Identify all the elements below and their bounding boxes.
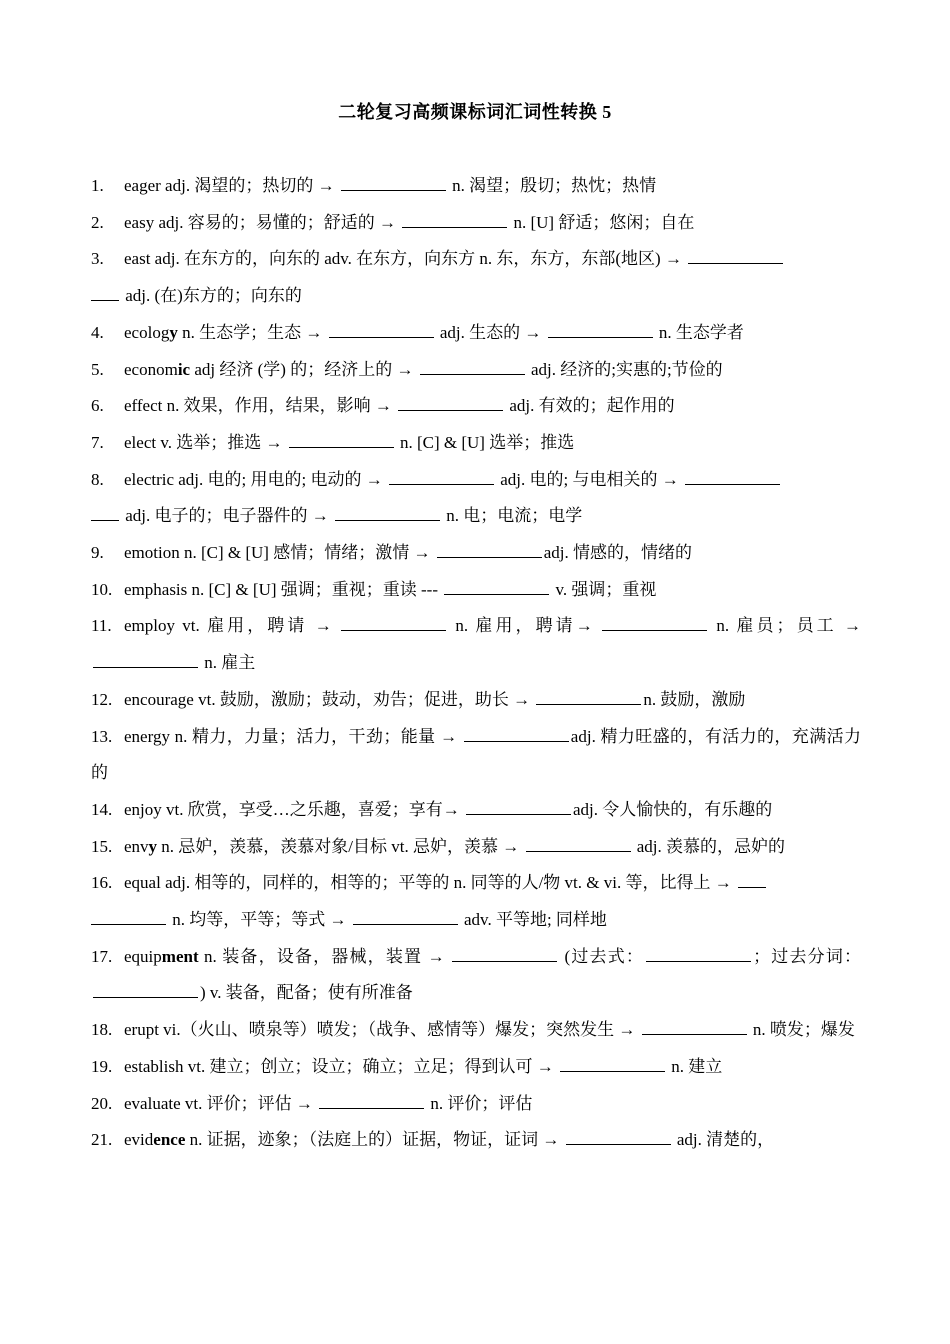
item-text: n. 评价；评估	[426, 1093, 533, 1113]
item-number: 7.	[91, 432, 104, 452]
item-text: n. 雇员；员工 →	[709, 616, 862, 636]
item-text: n. 证据，迹象；（法庭上的）证据，物证，证词 →	[185, 1130, 564, 1150]
item-text: adj. 经济的;实惠的;节俭的	[526, 359, 723, 379]
item-text: env	[124, 836, 149, 856]
item-number: 15.	[91, 836, 113, 856]
item-text: adj. 有效的；起作用的	[505, 396, 675, 416]
answer-blank[interactable]	[353, 910, 458, 925]
item-text-bold: ment	[161, 946, 199, 966]
answer-blank-continuation[interactable]	[91, 506, 119, 521]
answer-blank[interactable]	[341, 616, 446, 631]
item-text: easy adj. 容易的；易懂的；舒适的 →	[124, 212, 401, 232]
item-number: 6.	[91, 396, 104, 416]
answer-blank[interactable]	[685, 470, 780, 485]
item-number: 13.	[91, 726, 113, 746]
item-text: n. 忌妒，羡慕，羡慕对象/目标 vt. 忌妒，羡慕 →	[157, 836, 524, 856]
item-text: evaluate vt. 评价；评估 →	[124, 1093, 318, 1113]
list-item	[91, 205, 861, 242]
list-item	[91, 1049, 861, 1086]
item-number: 4.	[91, 322, 104, 342]
page-title: 二轮复习高频课标词汇词性转换 5	[338, 102, 612, 122]
item-text-bold: y	[169, 322, 178, 342]
answer-blank[interactable]	[464, 727, 569, 742]
list-item	[91, 608, 861, 681]
item-text: east adj. 在东方的，向东的 adv. 在东方，向东方 n. 东，东方，东部(地区) →	[124, 249, 687, 269]
item-text: adj. 清楚的，	[672, 1130, 775, 1150]
answer-blank[interactable]	[466, 800, 571, 815]
answer-blank[interactable]	[566, 1130, 671, 1145]
list-item	[91, 352, 861, 389]
item-text: erupt vi.（火山、喷泉等）喷发；（战争、感情等）爆发；突然发生 →	[124, 1020, 640, 1040]
item-number: 21.	[91, 1130, 113, 1150]
answer-blank[interactable]	[646, 947, 751, 962]
list-item	[91, 1086, 861, 1123]
list-item	[91, 572, 861, 609]
list-item	[91, 241, 861, 314]
item-text: n. 雇用，聘请→	[448, 616, 601, 636]
answer-blank[interactable]	[526, 837, 631, 852]
item-text: n. 生态学者	[654, 322, 744, 342]
answer-blank[interactable]	[402, 213, 507, 228]
item-text: n. 建立	[666, 1056, 723, 1076]
item-text-bold: ic	[177, 359, 191, 379]
item-number: 16.	[91, 873, 113, 893]
item-number: 2.	[91, 212, 104, 232]
item-text: econom	[124, 359, 178, 379]
list-item	[91, 168, 861, 205]
item-text: adj. 令人愉快的，有乐趣的	[573, 799, 773, 819]
item-text: equal adj. 相等的，同样的，相等的；平等的 n. 同等的人/物 vt. & vi. 等，比得上 →	[124, 873, 736, 893]
answer-blank[interactable]	[329, 323, 434, 338]
item-text: adj. 精力旺盛的，有活力的，充满活力的	[91, 726, 861, 783]
item-number: 5.	[91, 359, 104, 379]
answer-blank-continuation[interactable]	[91, 286, 119, 301]
answer-blank[interactable]	[319, 1094, 424, 1109]
item-text: adj 经济 (学) 的；经济上的 →	[190, 359, 418, 379]
item-number: 18.	[91, 1020, 113, 1040]
item-text: ecolog	[124, 322, 170, 342]
item-text: emotion n. [C] & [U] 感情；情绪；激情 →	[124, 543, 435, 563]
answer-blank[interactable]	[93, 983, 198, 998]
item-text: n. [U] 舒适；悠闲；自在	[509, 212, 695, 232]
answer-blank[interactable]	[444, 580, 549, 595]
item-text: ；过去分词：	[753, 946, 862, 966]
list-item	[91, 425, 861, 462]
answer-blank-continuation[interactable]	[91, 910, 166, 925]
item-text: n. 装备，设备，器械，装置 →	[198, 946, 451, 966]
item-text: adj. 情感的，情绪的	[543, 543, 692, 563]
list-item	[91, 462, 861, 535]
answer-blank[interactable]	[341, 176, 446, 191]
list-item	[91, 792, 861, 829]
item-number: 10.	[91, 579, 113, 599]
item-text: evid	[124, 1130, 154, 1150]
list-item	[91, 719, 861, 792]
item-text: ) v. 装备，配备；使有所准备	[200, 983, 413, 1003]
answer-blank[interactable]	[289, 433, 394, 448]
item-text: adj. 电子的；电子器件的 →	[121, 506, 334, 526]
item-text: n. 生态学；生态 →	[177, 322, 327, 342]
vocabulary-list	[91, 168, 861, 1159]
item-number: 20.	[91, 1093, 113, 1113]
list-item	[91, 939, 861, 1012]
item-number: 3.	[91, 249, 104, 269]
item-text: eager adj. 渴望的；热切的 →	[124, 176, 339, 195]
item-number: 19.	[91, 1056, 113, 1076]
list-item	[91, 535, 861, 572]
item-number: 1.	[91, 176, 104, 195]
item-text: enjoy vt. 欣赏，享受…之乐趣，喜爱；享有→	[124, 799, 464, 819]
item-text: equip	[124, 946, 162, 966]
answer-blank[interactable]	[642, 1020, 747, 1035]
item-text: elect v. 选举；推选 →	[124, 432, 287, 452]
answer-blank[interactable]	[602, 616, 707, 631]
answer-blank[interactable]	[398, 396, 503, 411]
answer-blank[interactable]	[389, 470, 494, 485]
item-number: 9.	[91, 543, 104, 563]
answer-blank[interactable]	[93, 653, 198, 668]
list-item	[91, 1012, 861, 1049]
item-text: electric adj. 电的; 用电的; 电动的 →	[124, 469, 387, 489]
list-item	[91, 315, 861, 352]
item-text: n. 电；电流；电学	[442, 506, 583, 526]
item-text: adj. (在)东方的；向东的	[121, 286, 302, 306]
item-text: v. 强调；重视	[551, 579, 657, 599]
item-text: n. 渴望；殷切；热忱；热情	[447, 176, 657, 195]
answer-blank[interactable]	[452, 947, 557, 962]
item-text-bold: y	[148, 836, 158, 856]
answer-blank[interactable]	[437, 543, 542, 558]
item-text: adj. 羡慕的，忌妒的	[632, 836, 786, 856]
answer-blank[interactable]	[548, 323, 653, 338]
item-text: n. [C] & [U] 选举；推选	[395, 432, 575, 452]
item-text: n. 雇主	[200, 653, 256, 673]
item-text: adj. 电的; 与电相关的 →	[495, 469, 683, 489]
item-text: encourage vt. 鼓励，激励；鼓动，劝告；促进，助长 →	[124, 689, 535, 709]
list-item	[91, 682, 861, 719]
item-text: establish vt. 建立；创立；设立；确立；立足；得到认可 →	[124, 1056, 558, 1076]
list-item	[91, 1122, 861, 1159]
item-text: n. 喷发；爆发	[748, 1020, 855, 1040]
answer-blank[interactable]	[738, 873, 766, 888]
item-text: n. 鼓励，激励	[643, 689, 746, 709]
item-text-bold: ence	[153, 1130, 186, 1150]
answer-blank[interactable]	[536, 690, 641, 705]
item-text: emphasis n. [C] & [U] 强调；重视；重读 ---	[124, 579, 443, 599]
list-item	[91, 829, 861, 866]
list-item	[91, 865, 861, 938]
item-text: energy n. 精力，力量；活力，干劲；能量 →	[124, 726, 462, 746]
item-number: 8.	[91, 469, 104, 489]
item-number: 14.	[91, 799, 113, 819]
item-text: employ vt. 雇用，聘请 →	[124, 616, 340, 636]
item-text: effect n. 效果，作用，结果，影响 →	[124, 396, 397, 416]
item-text: (过去式：	[559, 946, 645, 966]
answer-blank[interactable]	[560, 1057, 665, 1072]
item-number: 17.	[91, 946, 113, 966]
item-text: adv. 平等地; 同样地	[459, 910, 607, 930]
answer-blank[interactable]	[420, 360, 525, 375]
item-number: 12.	[91, 689, 113, 709]
answer-blank[interactable]	[335, 506, 440, 521]
item-text: adj. 生态的 →	[435, 322, 546, 342]
answer-blank[interactable]	[688, 249, 783, 264]
list-item	[91, 388, 861, 425]
item-text: n. 均等，平等；等式 →	[168, 910, 351, 930]
item-number: 11.	[91, 616, 112, 636]
